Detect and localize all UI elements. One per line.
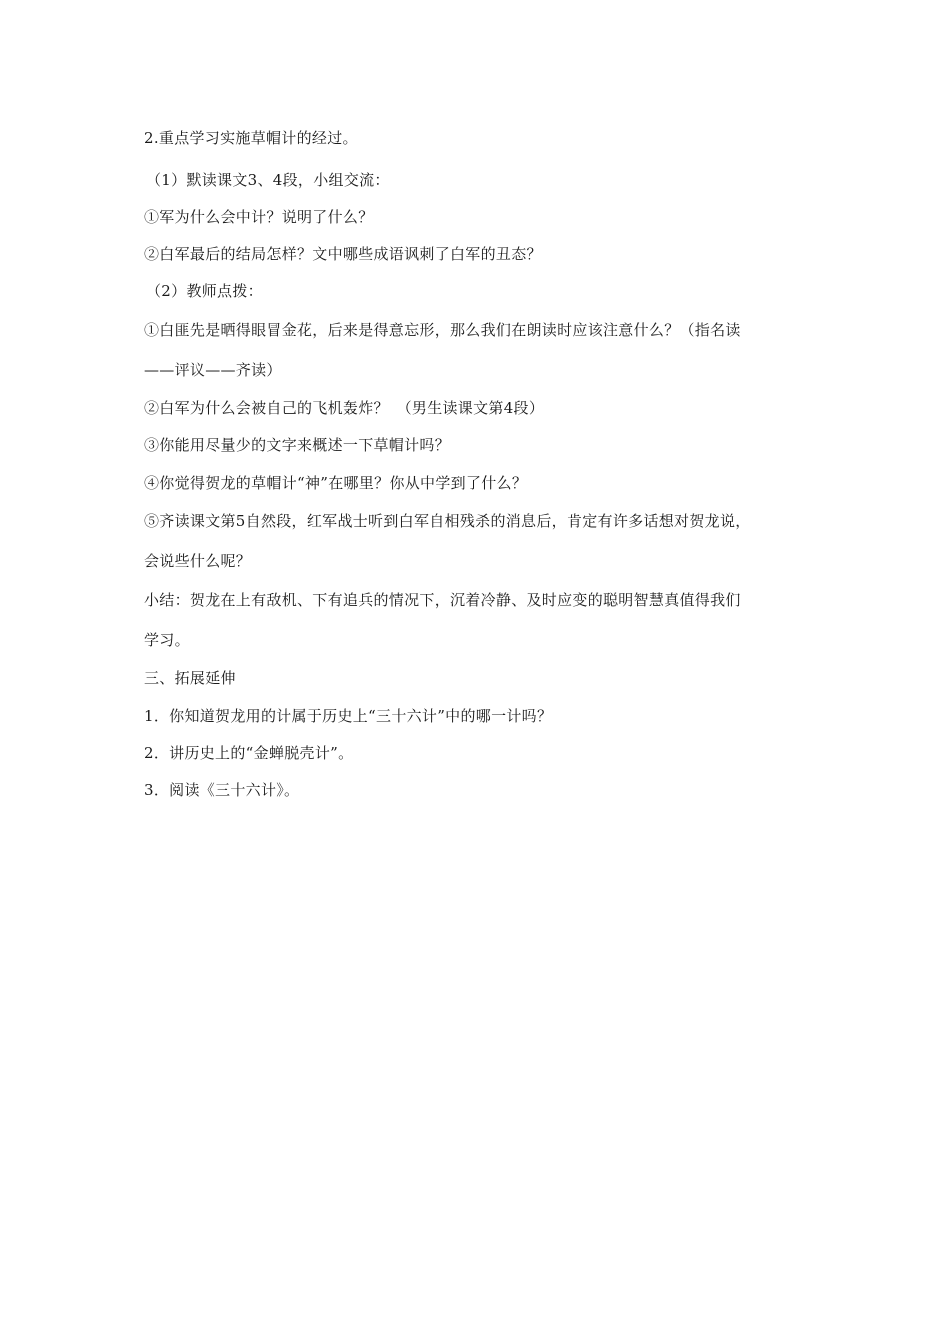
guidance-5: ⑤齐读课文第5自然段，红军战士听到白军自相残杀的消息后，肯定有许多话想对贺龙说，: [144, 512, 751, 530]
guidance-1-continued: ——评议——齐读）: [144, 361, 282, 379]
extension-item-1: 1．你知道贺龙用的计属于历史上“三十六计”中的哪一计吗？: [144, 707, 553, 725]
step-teacher-guidance: （2）教师点拨：: [146, 282, 263, 300]
section-heading-extension: 三、拓展延伸: [144, 669, 236, 687]
summary: 小结：贺龙在上有敌机、下有追兵的情况下，沉着冷静、及时应变的聪明智慧真值得我们: [144, 591, 741, 609]
step-silent-reading: （1）默读课文3、4段，小组交流：: [146, 171, 390, 189]
question-1: ①军为什么会中计？说明了什么？: [144, 208, 374, 226]
question-2: ②白军最后的结局怎样？文中哪些成语讽刺了白军的丑态？: [144, 245, 542, 263]
extension-item-3: 3．阅读《三十六计》。: [144, 781, 300, 799]
guidance-5-continued: 会说些什么呢？: [144, 552, 252, 570]
summary-continued: 学习。: [144, 631, 190, 649]
guidance-2: ②白军为什么会被自己的飞机轰炸？ （男生读课文第4段）: [144, 399, 545, 417]
section-heading-key-study: 2.重点学习实施草帽计的经过。: [144, 129, 358, 147]
guidance-1: ①白匪先是晒得眼冒金花，后来是得意忘形，那么我们在朗读时应该注意什么？（指名读: [144, 321, 741, 339]
guidance-4: ④你觉得贺龙的草帽计“神”在哪里？你从中学到了什么？: [144, 474, 528, 492]
extension-item-2: 2．讲历史上的“金蝉脱壳计”。: [144, 744, 354, 762]
guidance-3: ③你能用尽量少的文字来概述一下草帽计吗？: [144, 436, 451, 454]
